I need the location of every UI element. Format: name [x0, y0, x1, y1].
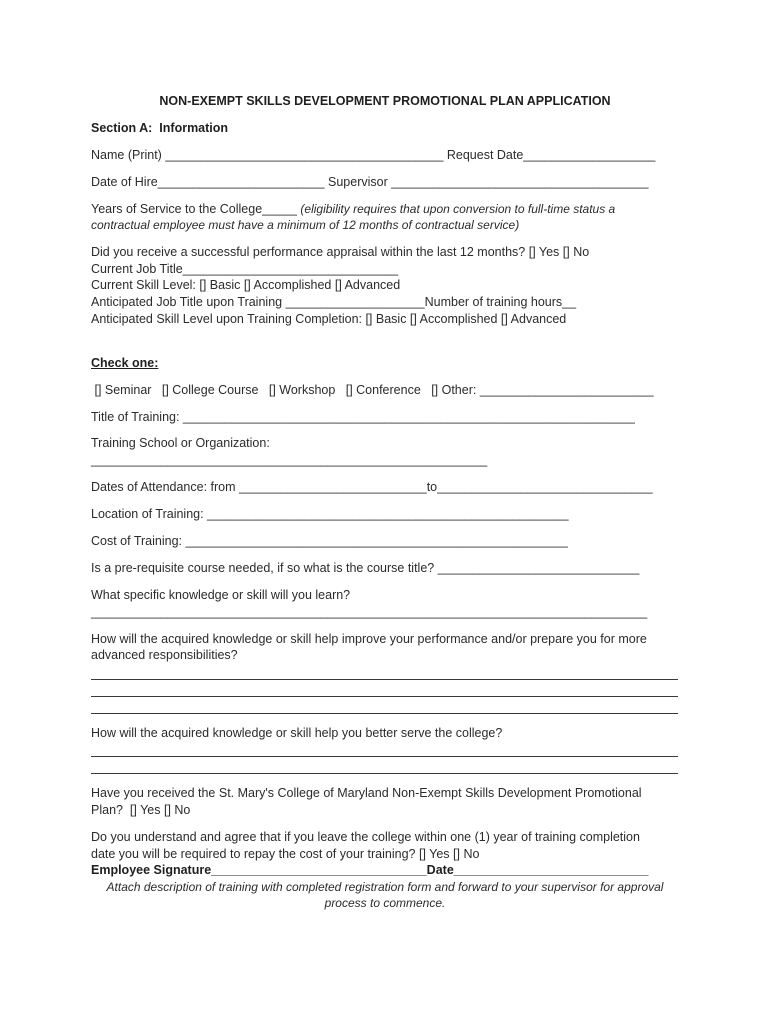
current-job-title-field[interactable]: Current Job Title_______________________________ — [91, 262, 399, 276]
serve-answer-line[interactable] — [91, 756, 678, 757]
appraisal-question[interactable]: Did you receive a successful performance appraisal within the last 12 months? [] Yes [] No — [91, 245, 590, 259]
location-of-training-field[interactable]: Location of Training: ____________________________________________________ — [91, 507, 569, 521]
name-request-date-field[interactable]: Name (Print) ________________________________________ Request Date___________________ — [91, 148, 656, 162]
serve-question: How will the acquired knowledge or skill help you better serve the college? — [91, 726, 503, 740]
anticipated-job-title-field[interactable]: Anticipated Job Title upon Training ____________________Number of training hours__ — [91, 295, 577, 309]
check-one-heading: Check one: — [91, 356, 159, 370]
received-plan-options[interactable]: Plan? [] Yes [] No — [91, 803, 191, 817]
dates-of-attendance-field[interactable]: Dates of Attendance: from ___________________________to_______________________________ — [91, 480, 653, 494]
serve-answer-line[interactable] — [91, 773, 678, 774]
training-school-label: Training School or Organization: — [91, 436, 270, 450]
improve-answer-line[interactable] — [91, 696, 678, 697]
years-of-service-field[interactable] — [91, 201, 615, 217]
improve-answer-line[interactable] — [91, 713, 678, 714]
form-title: NON-EXEMPT SKILLS DEVELOPMENT PROMOTIONAL PLAN APPLICATION — [159, 94, 611, 108]
eligibility-note-continued: contractual employee must have a minimum of 12 months of contractual service) — [91, 218, 520, 232]
prerequisite-field[interactable]: Is a pre-requisite course needed, if so what is the course title? _____________________________ — [91, 561, 640, 575]
improve-question-continued: advanced responsibilities? — [91, 648, 238, 662]
knowledge-answer-line[interactable]: ________________________________________________________________________________ — [91, 605, 648, 619]
attach-instructions: Attach description of training with completed registration form and forward to your supervisor for approval — [106, 880, 664, 894]
anticipated-skill-level[interactable]: Anticipated Skill Level upon Training Completion: [] Basic [] Accomplished [] Advanced — [91, 312, 567, 326]
hire-date-supervisor-field[interactable]: Date of Hire________________________ Supervisor _____________________________________ — [91, 175, 649, 189]
improve-answer-line[interactable] — [91, 679, 678, 680]
improve-question: How will the acquired knowledge or skill help improve your performance and/or prepare you for more — [91, 632, 647, 646]
received-plan-question: Have you received the St. Mary's College of Maryland Non-Exempt Skills Development Promotional — [91, 786, 642, 800]
training-school-field[interactable]: _________________________________________________________ — [91, 453, 488, 467]
training-type-options[interactable]: [] Seminar [] College Course [] Workshop [] Conference [] Other: _________________________ — [91, 383, 654, 397]
current-skill-level[interactable]: Current Skill Level: [] Basic [] Accomplished [] Advanced — [91, 278, 401, 292]
repay-agreement-question: Do you understand and agree that if you leave the college within one (1) year of training completion — [91, 830, 640, 844]
cost-of-training-field[interactable]: Cost of Training: _______________________________________________________ — [91, 534, 568, 548]
attach-instructions-continued: process to commence. — [324, 896, 446, 910]
employee-signature-date-field[interactable]: Employee Signature_______________________________Date____________________________ — [91, 863, 649, 877]
repay-agreement-options[interactable]: date you will be required to repay the cost of your training? [] Yes [] No — [91, 847, 480, 861]
eligibility-note: (eligibility requires that upon conversion to full-time status a — [300, 202, 616, 216]
title-of-training-field[interactable]: Title of Training: _________________________________________________________________ — [91, 410, 635, 424]
years-label: Years of Service to the College_____ — [91, 202, 301, 216]
section-a-heading: Section A: Information — [91, 121, 229, 135]
knowledge-question: What specific knowledge or skill will you learn? — [91, 588, 351, 602]
